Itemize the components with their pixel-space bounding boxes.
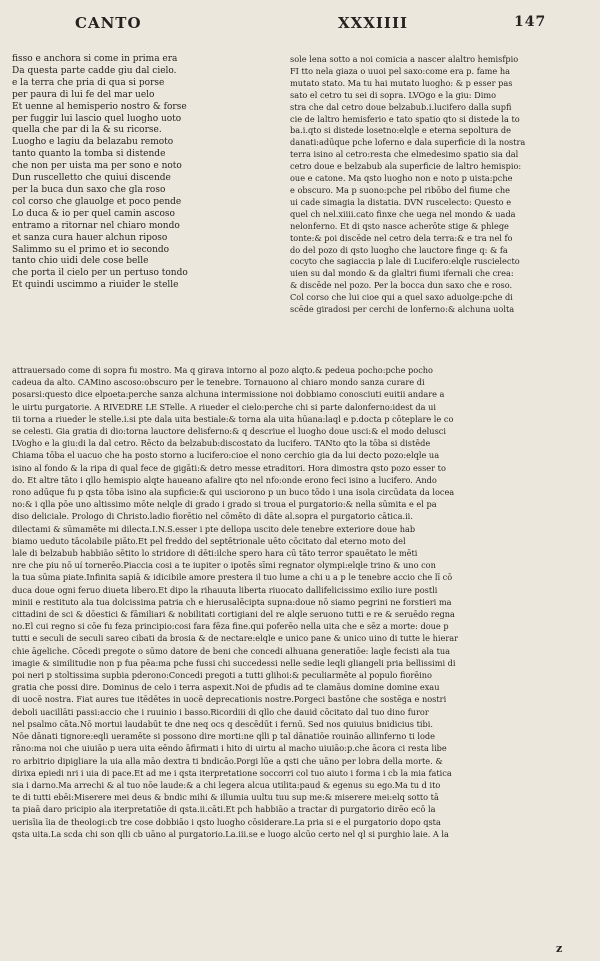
commentary-line: sole lena sotto a noi comicia a nascer alaltro hemisfpio (290, 54, 519, 64)
commentary-line: minii e restituto ala tua dolcissima patria ch e hierusalēcipta supna:doue nō siamo pegrini ne forstieri ma (12, 596, 452, 607)
verse-line: Da questa parte cadde giu dal cielo. (12, 65, 177, 76)
commentary-line: sato el cetro tu sei di sopra. LVOgo e la giu: Dimo (290, 89, 497, 100)
commentary-line: posarsi:questo dice elpoeta:perche sanza alchuna intermissione noi dobbiamo conosciuti euitii andare a (12, 389, 445, 400)
verse-line: Dun ruscelletto che quiui discende (12, 173, 171, 184)
commentary-line: uien su dal mondo & da glaltri fiumi ifernali che crea: (290, 268, 514, 279)
verse-line: Salimmo su el primo et io secondo (12, 244, 170, 255)
commentary-line: sia i darno.Ma arrechi & al tuo nōe laude:& a chi legera alcua utilita:paud & egenus su ego.Ma tu d ito (12, 779, 441, 790)
commentary-full-width (12, 364, 588, 840)
verse-line: Lo duca & io per quel camin ascoso (12, 208, 175, 219)
commentary-line: Chiama tōba el uacuo che ha posto storno a lucifero:cioe el nono cerchio gia da lui decto pozo:elqle ua (12, 450, 440, 461)
verse-line: quella che par di la & su ricorse. (12, 125, 162, 136)
commentary-line: ba.i.qto si distede losetno:elqle e eterna sepoltura de (290, 125, 511, 136)
commentary-line: deboli uacillāti passi:accio che i ruuinio i basso.Ricordiii di qllo che dauid cōcitato dal tuo dino furor (12, 706, 429, 717)
commentary-line: nelonferno. Et di qsto nasce acherōte stige & phlege (290, 220, 509, 231)
canto-number: XXXIIII (338, 14, 408, 32)
commentary-line: cetro doue e belzabub ala superficie de laltro hemispio: (290, 161, 522, 172)
verse-line: col corso che glauolge et poco pende (12, 196, 182, 207)
verse-line: Et uenne al hemisperio nostro & forse (12, 101, 187, 112)
verse-line: Luogho e lagiu da belazabu remoto (12, 137, 174, 148)
commentary-line: di uocē nostra. Fiat aures tue itēdētes in uocē deprecationis nostre.Porgeci bastōne che sostēga e nostri (12, 694, 447, 705)
commentary-line: dirixa epiedi nri i uia di pace.Et ad me i qsta iterpretatione soccorri col tuo aiuto i forma i cb la mia fatica (12, 767, 452, 778)
commentary-line: cadeua da alto. CAMino ascoso:obscuro per le tenebre. Tornauono al chiaro mondo sanza curare di (12, 377, 425, 388)
commentary-line: Nōe dānati tignore:eqli ueramēte si possono dire morti:ne qlli p tal dānatiōe rouināo allinferno ti lode (12, 731, 436, 742)
commentary-line: ta piaā daro pricipio ala iterpretatiōe di qsta.ii.cāti.Et pch habbiāo a tractar di purgatorio dirēo ecō la (12, 804, 436, 815)
commentary-line: biamo ueduto tācolabile piāto.Et pel freddo del septētrionale uēto cōcitato dal eterno moto del (12, 535, 406, 546)
commentary-line: poi neri p stoltissima supbia pderono:Concedi pregoti a tutti glihoi:& peculiarmēte al populo fiorēino (12, 670, 432, 681)
commentary-line: do. Et altre tāto i qllo hemispio alqte haueano afalire qto nel nfo:onde erono feci isino a lucifero. Ando (12, 474, 437, 485)
commentary-line: cocyto che sagiaccia p lale di Lucifero:elqle ruscielecto (290, 256, 520, 267)
verse-line: tanto quanto la tomba si distende (12, 149, 166, 160)
commentary-line: tii torna a riueder le stelle.i.si pte dala uita bestiale:& torna ala uita hūana:laql e p.docta p cōteplare le co (12, 413, 454, 424)
commentary-line: e obscuro. Ma p suono:pche pel ribōbo del fiume che (290, 184, 510, 195)
commentary-line: rāno:ma noi che uiuiāo p uera uita eēndo āfirmati i hito di uirtu al macho uiuiāo:p.che ācora ci resta libe (12, 743, 447, 754)
verse-line: per la buca dun saxo che gla roso (12, 184, 166, 195)
commentary-line: ui cade simagia la distatia. DVN ruscelecto: Questo e (290, 196, 512, 207)
verse-line: e la terra che pria di qua si porse (12, 77, 165, 88)
verse-line: tanto chio uidi dele cose belle (12, 256, 149, 267)
commentary-line: tonte:& poi discēde nel cetro dela terra:& e tra nel fo (290, 232, 513, 243)
commentary-line: te di tutti ebēi:Miserere mei deus & bndic mihi & illumia uultu tuu sup me:& miserere mei:elq sotto tā (12, 792, 439, 803)
commentary-line: nel psalmo cāta.Nō mortui laudabūt te dne neq ocs q descēdūt i fernū. Sed nos quiuius bnidicius tibi. (12, 718, 433, 729)
commentary-line: qsta uita.La scda chi son qlli cb uāno al purgatorio.La.iii.se e luogo alcūo certo nel ql si purghio laie. A la (12, 828, 449, 839)
commentary-line: chie āgeliche. Cōcedi pregote o sūmo datore de beni che concedi alhuana generatiōe: laqle fecisti ala tua (12, 645, 451, 656)
commentary-line: stra che dal cetro doue belzabub.i.lucifero dalla supfi (290, 101, 512, 112)
verse-line: che non per uista ma per sono e noto (12, 161, 182, 172)
commentary-line: no.El cui regno si cōe fu feza principio:cosi fara fēza fine.qui poferēo nella uita che e sēz a morte: doue p (12, 621, 449, 632)
signature-mark: z (556, 942, 563, 955)
commentary-line: lale di belzabub habbiāo sētito lo stridore di dēti:ilche spero hara cū tāto terror spauētato le mēti (12, 548, 418, 559)
verse-line: che porta il cielo per un pertuso tondo (12, 268, 188, 279)
commentary-line: uerisīia īia de theologi:cb tre cose dobbiāo i qsto luogho cōsiderare.La pria si e el purgatorio dopo qsta (12, 816, 441, 827)
commentary-line: gratia che possi dire. Dominus de celo i terra aspexit.Noi de pfudis ad te clamāus domine domine exau (12, 682, 440, 693)
commentary-line: diso deliciale. Prologo di Christo.ladio fiorētio nel cōmēto di dāte al.sopra el purgatorio cātica.ii. (12, 511, 413, 522)
verse-line: entramo a ritornar nel chiaro mondo (12, 220, 180, 231)
commentary-line: oue e catone. Ma qsto luogho non e noto p uista:pche (290, 173, 513, 184)
commentary-column-top (290, 54, 582, 316)
commentary-line: ro arbitrio dipigliare la uia alla māo dextra ti bndicāo.Porgi lūe a qsti che uāno per lobra della morte. & (12, 755, 443, 766)
commentary-line: terra isino al cetro:resta che elmedesimo spatio sia dal (290, 149, 519, 160)
commentary-line: quel ch nel.xiiii.cato finxe che uega nel mondo & uada (290, 208, 516, 219)
commentary-line: cie de laltro hemisferio e tato spatio qto si distede la to (290, 113, 520, 124)
commentary-line: no:& i qlla pōe uno altissimo mōte nelqle di grado i grado si troua el purgatorio:& nella sūmita e el pa (12, 499, 437, 510)
folio-number: 147 (514, 14, 547, 30)
commentary-line: imagie & similitudie non p fua pēa:ma pche fussi chi succedessi nelle sedie leqli gliangeli pria bellissimi di (12, 657, 456, 668)
commentary-line: Col corso che lui cioe qui a quel saxo aduolge:pche di (290, 292, 513, 303)
commentary-line: isino al fondo & la ripa di qual fece de gigāti:& detro messe etraditori. Hora dimostra qsto pozo esser to (12, 462, 446, 473)
commentary-line: tutti e seculi de seculi sareo cibati da brosia & de nectare:elqle e unico pane & unico uino di tutte le hierar (12, 633, 459, 644)
commentary-line: attrauersado come di sopra fu mostro. Ma q girava intorno al pozo alqto.& pedeua pocho:pche pocho (12, 365, 433, 375)
commentary-line: mutato stato. Ma tu hai mutato luogho: & p esser pas (290, 77, 513, 88)
commentary-line: se celesti. Gia gratia di dio:torna lauctore delisferno:& q descriue el luogho doue usci:& el modo delusci (12, 426, 446, 437)
commentary-line: la tua sūma piate.Infinita sapiā & idicibile amore prestera il tuo lume a chi u a p le tenebre accio che lī cō (12, 572, 453, 583)
verse-line: Et quindi uscimmo a riuider le stelle (12, 280, 179, 291)
commentary-line: duca doue ogni feruo diueta libero.Et dipo la rihauuta liberta riuocato dallifelicissimo exilio iure postli (12, 584, 438, 595)
commentary-line: danati:adūque pche loferno e dala superficie di la nostra (290, 137, 526, 148)
commentary-line: cittadini de sci & dōestici & fāmiliari & nobilitati cortigiani del re alqle seruono tutti e re & seruēdo regna (12, 609, 455, 620)
canto-heading: CANTO (75, 14, 142, 32)
commentary-line: LVogho e la giu:di la dal cetro. Rēcto da belzabub:discostato da lucifero. TANto qto la tōba si distēde (12, 438, 431, 449)
commentary-line: rono adūque fu p qsta tōba isino ala supficie:& qui usciorono p un buco tōdo i una isola circūdata da locea (12, 487, 455, 498)
commentary-line: le uirtu purgatorie. A RIVEDRE LE STelle. A riueder el cielo:perche chi si parte dalonferno:idest da ui (12, 401, 436, 412)
commentary-line: & discēde nel pozo. Per la bocca dun saxo che e roso. (290, 280, 513, 291)
verse-line: fisso e anchora si come in prima era (12, 54, 178, 64)
commentary-line: FI tto nela giaza o uuoi pel saxo:come era p. fame ha (290, 65, 511, 76)
commentary-line: do del pozo di qsto luogho che lauctore finge q: & fa (290, 244, 508, 255)
verse-line: per fuggir lui lascio quel luogho uoto (12, 113, 182, 124)
verse-line: et sanza cura hauer alchun riposo (12, 232, 168, 243)
commentary-line: scēde giradosi per cerchi de lonferno:& alchuna uolta (290, 304, 515, 315)
verse-column (12, 54, 290, 292)
commentary-line: nre che piu nō uí tornerēo.Piaccia cosi a te iupiter o ipotēs sīmi regnator olympi:elqle trino & uno con (12, 560, 436, 571)
verse-line: per paura di lui fe del mar uelo (12, 89, 155, 100)
commentary-line: dilectami & sūmamēte mi dilecta.I.N.S.esser i pte dellopa uscito dele tenebre exteriore doue hab (12, 523, 416, 534)
